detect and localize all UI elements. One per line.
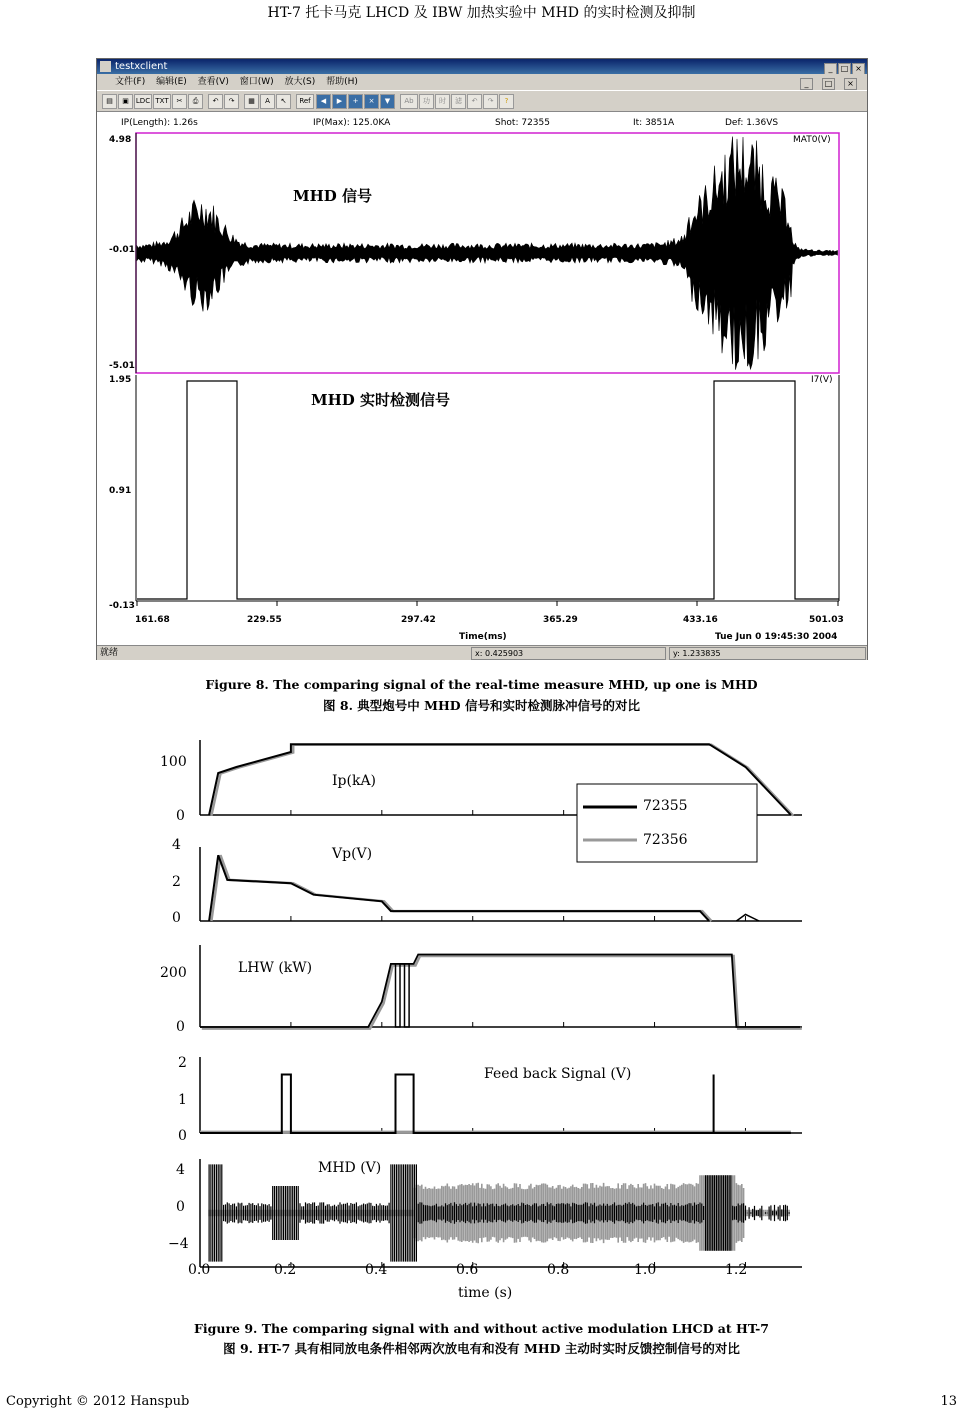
open-icon[interactable]: ▤ [102, 94, 117, 109]
prev-icon[interactable]: ◀ [316, 94, 331, 109]
pointer-icon[interactable]: ↖ [276, 94, 291, 109]
figure8-screenshot-window [96, 58, 868, 660]
f9-xtick-6: 1.2 [725, 1262, 748, 1278]
lower-channel-label: I7(V) [811, 375, 833, 385]
power-button[interactable]: 功 [419, 94, 434, 109]
legend-label-72355: 72355 [643, 798, 688, 814]
toolbar [97, 90, 867, 112]
xtick-4: 433.16 [683, 615, 718, 625]
lower-ytick-mid: 0.91 [109, 486, 132, 496]
f9-xtick-5: 1.0 [634, 1262, 657, 1278]
info-it: It: 3851A [633, 118, 675, 128]
f9-xlabel: time (s) [458, 1285, 513, 1301]
ip-label: Ip(kA) [332, 773, 377, 789]
ip-ytick-0: 0 [176, 808, 185, 824]
window-title: testxclient [115, 61, 168, 72]
f9-xtick-3: 0.6 [456, 1262, 479, 1278]
upper-ytick-mid: -0.01 [109, 245, 135, 255]
lower-ytick-bottom: -0.13 [109, 601, 135, 611]
menu-zoom[interactable]: 放大(S) [284, 77, 316, 87]
save-icon[interactable]: ▣ [118, 94, 133, 109]
ldc-button[interactable]: LDC [134, 94, 152, 109]
minimize-button[interactable]: _ [824, 63, 837, 75]
help-icon[interactable]: ? [499, 94, 514, 109]
running-header: HT-7 托卡马克 LHCD 及 IBW 加热实验中 MHD 的实时检测及抑制 [267, 5, 696, 21]
upper-channel-label: MAT0(V) [793, 135, 831, 145]
vp-label: Vp(V) [332, 846, 373, 862]
mhd-ytick-0: 0 [176, 1199, 185, 1215]
next-icon[interactable]: ▶ [332, 94, 347, 109]
xtick-3: 365.29 [543, 615, 578, 625]
statusbar [97, 645, 867, 660]
status-y: y: 1.233835 [669, 647, 866, 660]
menubar [97, 74, 867, 90]
info-ip-max: IP(Max): 125.0KA [313, 118, 391, 128]
f9-xtick-2: 0.4 [365, 1262, 388, 1278]
cut-icon[interactable]: ✂ [172, 94, 187, 109]
grid-icon[interactable]: ▦ [244, 94, 259, 109]
vp-ytick-2: 2 [172, 874, 181, 890]
filter-icon[interactable]: ▼ [380, 94, 395, 109]
legend-box [577, 784, 757, 862]
font-icon[interactable]: A [260, 94, 275, 109]
lower-detection-pulse [137, 381, 839, 599]
xtick-0: 161.68 [135, 615, 170, 625]
ab-button[interactable]: Ab [400, 94, 418, 109]
menu-view[interactable]: 查看(V) [197, 77, 229, 87]
mhd-signal-annotation: MHD 信号 [293, 187, 373, 205]
xtick-2: 297.42 [401, 615, 436, 625]
lower-ytick-top: 1.95 [109, 375, 132, 385]
print-icon[interactable]: ⎙ [188, 94, 203, 109]
fb-label: Feed back Signal (V) [484, 1066, 632, 1082]
ref-button[interactable]: Ref [296, 94, 314, 109]
info-shot: Shot: 72355 [495, 118, 550, 128]
figure8-caption-cn: 图 8. 典型炮号中 MHD 信号和实时检测脉冲信号的对比 [323, 698, 640, 713]
lhw-label: LHW (kW) [238, 960, 313, 976]
info-def: Def: 1.36VS [725, 118, 779, 128]
figure8-x-ticks [137, 601, 838, 606]
page-number: 13 [940, 1394, 957, 1409]
mhd-detect-annotation: MHD 实时检测信号 [311, 391, 451, 409]
vp-ytick-4: 4 [172, 837, 181, 853]
upper-ytick-bottom: -5.01 [109, 361, 135, 371]
time-button[interactable]: 时 [435, 94, 450, 109]
lhw-ytick-200: 200 [160, 965, 187, 981]
copyright: Copyright © 2012 Hanspub [6, 1394, 190, 1409]
f9-xtick-0: 0.0 [188, 1262, 211, 1278]
zoom-out-icon[interactable]: × [364, 94, 379, 109]
menu-edit[interactable]: 编辑(E) [156, 77, 187, 87]
f9-xtick-4: 0.8 [547, 1262, 570, 1278]
filter-button[interactable]: 滤 [451, 94, 466, 109]
status-x: x: 0.425903 [471, 647, 666, 660]
upper-mhd-signal [137, 137, 838, 370]
mhd-ytick-4: 4 [176, 1162, 185, 1178]
doc-close-button[interactable]: × [844, 78, 857, 90]
vp-series-72355 [209, 855, 709, 921]
window-titlebar [97, 59, 867, 74]
figure9-caption-en: Figure 9. The comparing signal with and without active modulation LHCD at HT-7 [194, 1321, 769, 1336]
mhd-label: MHD (V) [318, 1160, 382, 1176]
figure9-chart [150, 735, 810, 1310]
lhw-ytick-0: 0 [176, 1019, 185, 1035]
redo-icon[interactable]: ↷ [224, 94, 239, 109]
undo2-icon[interactable]: ↶ [467, 94, 482, 109]
fb-ytick-0: 0 [178, 1128, 187, 1144]
ip-ytick-100: 100 [160, 754, 187, 770]
lhw-notches [396, 964, 410, 1027]
f9-xtick-1: 0.2 [274, 1262, 297, 1278]
menu-window[interactable]: 窗口(W) [239, 77, 274, 87]
undo-icon[interactable]: ↶ [208, 94, 223, 109]
doc-maximize-button[interactable]: □ [822, 78, 835, 90]
xtick-1: 229.55 [247, 615, 282, 625]
x-axis-label: Time(ms) [459, 632, 507, 642]
xtick-5: 501.03 [809, 615, 844, 625]
figure9-caption-cn: 图 9. HT-7 具有相同放电条件相邻两次放电有和没有 MHD 主动时实时反馈控制信号的对比 [223, 1341, 740, 1356]
figure8-plot [97, 131, 867, 643]
vp-ytick-0: 0 [172, 910, 181, 926]
doc-minimize-button[interactable]: _ [800, 78, 813, 90]
date-label: Tue Jun 0 19:45:30 2004 [715, 632, 838, 642]
mhd-ytick-neg4: −4 [168, 1236, 189, 1252]
menu-file[interactable]: 文件(F) [115, 77, 146, 87]
zoom-in-icon[interactable]: + [348, 94, 363, 109]
fb-series-72355 [200, 1075, 791, 1134]
txt-button[interactable]: TXT [153, 94, 171, 109]
menu-help[interactable]: 帮助(H) [326, 77, 358, 87]
maximize-button[interactable]: □ [838, 63, 851, 75]
info-ip-length: IP(Length): 1.26s [121, 118, 198, 128]
fb-ytick-1: 1 [178, 1092, 187, 1108]
legend-label-72356: 72356 [643, 832, 688, 848]
vp-bump [736, 914, 759, 921]
redo2-icon[interactable]: ↷ [483, 94, 498, 109]
close-button[interactable]: × [852, 63, 865, 75]
fb-ytick-2: 2 [178, 1055, 187, 1071]
app-icon [100, 61, 111, 72]
figure8-caption-en: Figure 8. The comparing signal of the real-time measure MHD, up one is MHD [205, 677, 758, 692]
upper-ytick-top: 4.98 [109, 135, 132, 145]
status-ready: 就绪 [100, 648, 119, 658]
